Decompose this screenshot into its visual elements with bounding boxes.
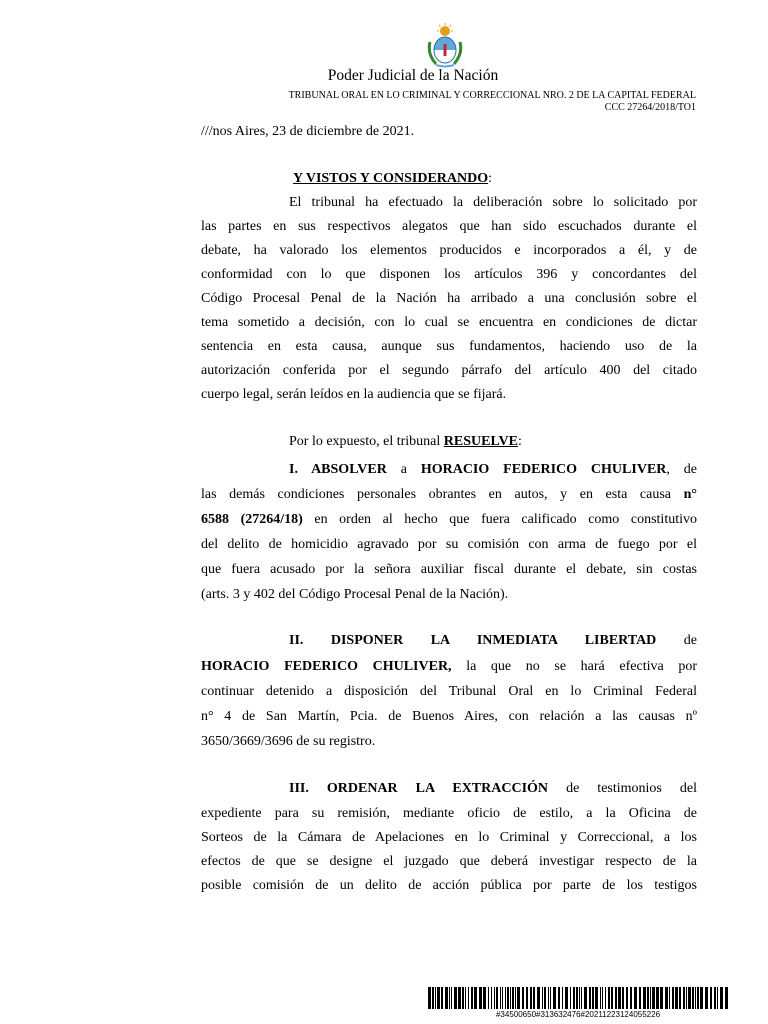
barcode-bar <box>451 987 452 1009</box>
barcode-bar <box>512 987 514 1009</box>
item3-line: efectos de que se designe el juzgado que deberá investigar respecto de la <box>201 854 697 869</box>
barcode-bar <box>611 987 613 1009</box>
considerando-line: cuerpo legal, serán leídos en la audiencia que se fijará. <box>201 387 507 402</box>
barcode-bar <box>544 987 546 1009</box>
barcode-bar <box>608 987 610 1009</box>
barcode-bar <box>505 987 506 1009</box>
considerando-line: Código Procesal Penal de la Nación ha arribado a una conclusión sobre el <box>201 291 697 306</box>
barcode-bar <box>602 987 603 1009</box>
item3-action: III. ORDENAR LA EXTRACCIÓN <box>289 781 549 796</box>
item3-line: expediente para su remisión, mediante oficio de estilo, a la Oficina de <box>201 806 697 821</box>
barcode-bar <box>537 987 540 1009</box>
barcode-bar <box>542 987 543 1009</box>
barcode-bar <box>522 987 524 1009</box>
barcode-bar <box>630 987 632 1009</box>
barcode-bar <box>650 987 651 1009</box>
considerando-line: las partes en sus respectivos alegatos que han sido escuchados durante el <box>201 219 697 234</box>
barcode-bar <box>515 987 516 1009</box>
considerando-line: tema sometido a decisión, con lo cual se encuentra en condiciones de dictar <box>201 315 697 330</box>
resuelve-intro: Por lo expuesto, el tribunal <box>289 434 444 449</box>
barcode-bar <box>530 987 532 1009</box>
barcode-bar <box>449 987 450 1009</box>
barcode-bar <box>605 987 606 1009</box>
item2-action: II. DISPONER LA INMEDIATA LIBERTAD <box>289 633 657 648</box>
barcode-bar <box>479 987 482 1009</box>
barcode-bar <box>570 987 571 1009</box>
barcode-bar <box>714 987 716 1009</box>
barcode-bar <box>686 987 687 1009</box>
barcode-bar <box>579 987 580 1009</box>
barcode-bar <box>573 987 575 1009</box>
dateline: ///nos Aires, 23 de diciembre de 2021. <box>201 124 415 139</box>
heading-text: Y VISTOS Y CONSIDERANDO <box>293 171 489 186</box>
institution-title: Poder Judicial de la Nación <box>327 67 499 84</box>
barcode-number: #34500650#313632476#20211223124055226 <box>495 1010 661 1019</box>
barcode-bar <box>665 987 668 1009</box>
barcode-bar <box>600 987 601 1009</box>
barcode-bar <box>553 987 556 1009</box>
item1-line <box>289 458 697 482</box>
barcode-bar <box>491 987 492 1009</box>
resuelve-keyword: RESUELVE <box>443 434 518 449</box>
considerando-line: sentencia en esta causa, aunque sus fundamentos, haciendo uso de la <box>201 339 697 354</box>
barcode-bar <box>589 987 591 1009</box>
barcode-bar <box>462 987 464 1009</box>
barcode-bar <box>474 987 477 1009</box>
barcode-bar <box>652 987 655 1009</box>
barcode-bar <box>558 987 560 1009</box>
barcode-bar <box>692 987 694 1009</box>
heading <box>293 167 768 191</box>
item1-l3-text: en orden al hecho que fuera calificado como constitutivo <box>302 512 697 527</box>
barcode-bar <box>660 987 663 1009</box>
item1-line: (arts. 3 y 402 del Código Procesal Penal de la Nación). <box>201 587 509 602</box>
barcode-bar <box>717 987 718 1009</box>
item1-line: del delito de homicidio agravado por su comisión con arma de fuego por el <box>201 537 697 552</box>
barcode-bar <box>437 987 440 1009</box>
barcode-bar <box>465 987 466 1009</box>
barcode-bar <box>435 987 436 1009</box>
item3-line: Sorteos de la Cámara de Apelaciones en lo Criminal y Correccional, a los <box>201 830 697 845</box>
barcode-bar <box>697 987 699 1009</box>
item1-line: que fuera acusado por la señora auxiliar fiscal durante el debate, sin costas <box>201 562 697 577</box>
barcode-bar <box>471 987 473 1009</box>
resuelve-colon: : <box>517 434 522 449</box>
item2-line: n° 4 de San Martín, Pcia. de Buenos Aires, con relación a las causas nº <box>201 709 697 724</box>
item1-line <box>201 508 697 532</box>
barcode-bar <box>500 987 501 1009</box>
barcode-bar <box>695 987 696 1009</box>
barcode-bar <box>710 987 712 1009</box>
barcode-bar <box>720 987 723 1009</box>
barcode-bar <box>618 987 621 1009</box>
item1-action: I. ABSOLVER <box>289 462 387 477</box>
item1-l2-bold: n° <box>683 487 697 502</box>
item1-name: HORACIO FEDERICO CHULIVER <box>420 462 667 477</box>
resuelve-line <box>289 430 697 454</box>
barcode-bar <box>548 987 549 1009</box>
court-name: TRIBUNAL ORAL EN LO CRIMINAL Y CORRECCIONAL NRO. 2 DE LA CAPITAL FEDERAL <box>288 90 696 101</box>
barcode-bar <box>428 987 431 1009</box>
barcode-bar <box>705 987 708 1009</box>
barcode-bar <box>468 987 469 1009</box>
barcode-bar <box>595 987 598 1009</box>
barcode-bar <box>496 987 498 1009</box>
barcode-bar <box>510 987 511 1009</box>
item1-after-name: , de <box>666 462 697 477</box>
barcode-bar <box>445 987 448 1009</box>
item1-line <box>201 483 697 507</box>
barcode-bar <box>550 987 551 1009</box>
barcode-bar <box>622 987 624 1009</box>
barcode-bar <box>483 987 486 1009</box>
barcode-bar <box>643 987 646 1009</box>
item2-name: HORACIO FEDERICO CHULIVER, <box>201 659 452 674</box>
coat-of-arms-icon <box>426 22 464 68</box>
item2-line: continuar detenido a disposición del Tribunal Oral en lo Criminal Federal <box>201 684 697 699</box>
item2-line <box>201 655 697 679</box>
barcode-bar <box>669 987 670 1009</box>
item3-line <box>289 777 697 801</box>
barcode-bar <box>656 987 659 1009</box>
item1-connector: a <box>386 462 421 477</box>
item2-de: de <box>656 633 697 648</box>
barcode-bar <box>507 987 509 1009</box>
item3-after-action: de testimonios del <box>548 781 697 796</box>
barcode-bar <box>565 987 568 1009</box>
heading-colon: : <box>488 171 493 186</box>
barcode-bar <box>458 987 461 1009</box>
considerando-line: conformidad con lo que disponen los artículos 396 y concordantes del <box>201 267 697 282</box>
barcode-bar <box>494 987 495 1009</box>
barcode-bar <box>562 987 563 1009</box>
barcode-bar <box>675 987 678 1009</box>
barcode-bar <box>634 987 637 1009</box>
considerando-line: autorización conferida por el segundo párrafo del artículo 400 del citado <box>201 363 697 378</box>
barcode-bar <box>526 987 528 1009</box>
barcode-bar <box>679 987 681 1009</box>
barcode-bar <box>584 987 587 1009</box>
item1-case-number: 6588 (27264/18) <box>201 512 303 527</box>
barcode-bar <box>432 987 434 1009</box>
barcode-bar <box>615 987 617 1009</box>
item3-line: posible comisión de un delito de acción pública por parte de los testigos <box>201 878 697 893</box>
barcode-bar <box>647 987 649 1009</box>
item2-line <box>289 629 697 653</box>
barcode-bar <box>502 987 503 1009</box>
barcode-bar <box>639 987 641 1009</box>
barcode-bar <box>441 987 443 1009</box>
barcode-bar <box>488 987 489 1009</box>
barcode-bar <box>672 987 674 1009</box>
barcode-bar <box>725 987 728 1009</box>
barcode-bar <box>533 987 535 1009</box>
barcode-bar <box>576 987 578 1009</box>
barcode-bar <box>688 987 691 1009</box>
case-reference: CCC 27264/2018/TO1 <box>604 102 696 113</box>
considerando-line: debate, ha valorado los elementos producidos e incorporados a él, y de <box>201 243 697 258</box>
considerando-line: El tribunal ha efectuado la deliberación sobre lo solicitado por <box>289 195 697 210</box>
item2-line: 3650/3669/3696 de su registro. <box>201 734 376 749</box>
barcode-bar <box>700 987 703 1009</box>
item2-after-name: la que no se hará efectiva por <box>451 659 697 674</box>
item1-l2-text: las demás condiciones personales obrantes en autos, y en esta causa <box>201 487 684 502</box>
barcode-bar <box>626 987 628 1009</box>
barcode-bar <box>517 987 520 1009</box>
barcode-bar <box>592 987 594 1009</box>
barcode-bar <box>454 987 457 1009</box>
barcode-bar <box>581 987 582 1009</box>
barcode-bar <box>683 987 685 1009</box>
